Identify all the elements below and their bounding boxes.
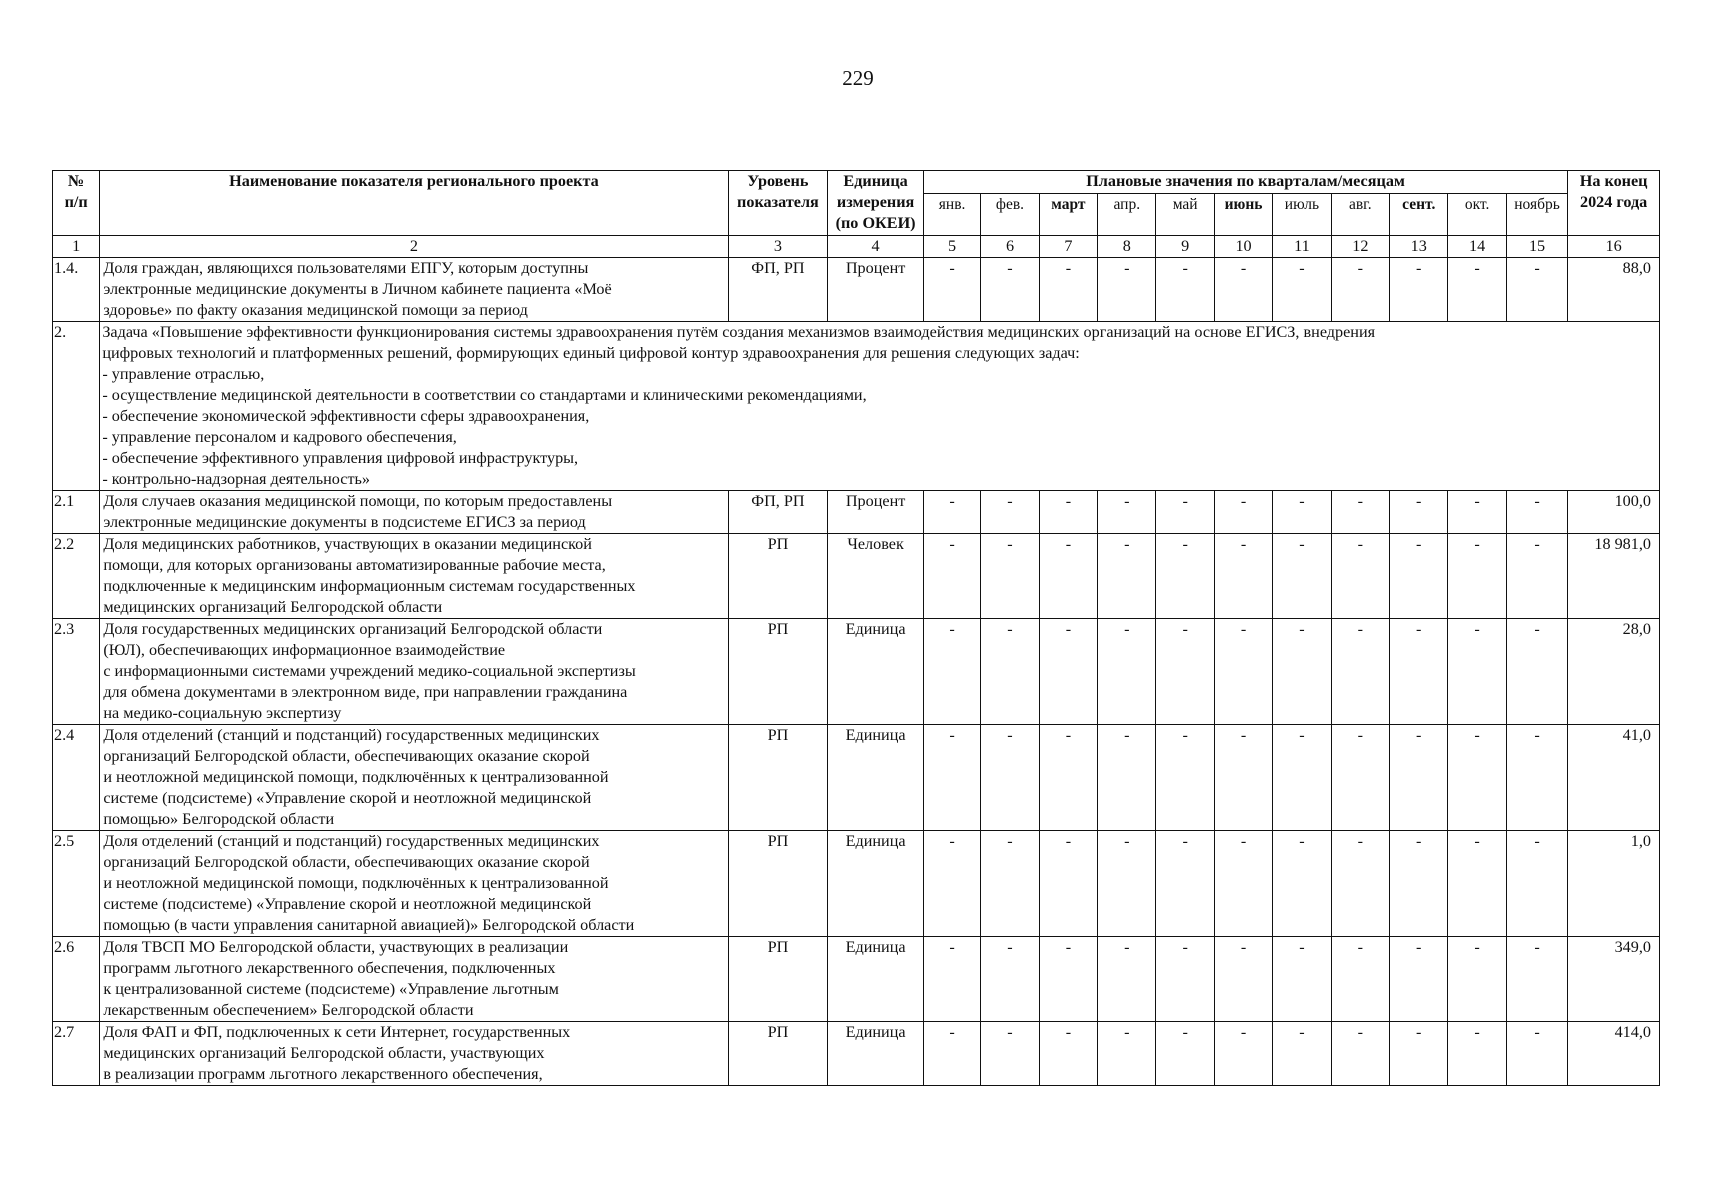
column-number: 6 — [981, 236, 1039, 258]
column-number: 1 — [53, 236, 100, 258]
month-value: - — [1390, 725, 1448, 831]
month-value: - — [1273, 937, 1331, 1022]
month-value: - — [1506, 534, 1567, 619]
table-body — [53, 236, 1660, 1086]
header-number: № п/п — [53, 171, 100, 236]
month-value: - — [981, 534, 1039, 619]
month-value: - — [1039, 491, 1097, 534]
month-value: - — [1448, 831, 1506, 937]
month-value: - — [1214, 258, 1272, 322]
task-description-line: - контрольно-надзорная деятельность» — [102, 470, 370, 488]
month-header: май — [1156, 194, 1214, 236]
column-number: 10 — [1214, 236, 1272, 258]
indicator-name-line: помощи, для которых организованы автоматизированные рабочие места, — [103, 556, 606, 574]
indicator-level: РП — [728, 725, 828, 831]
month-value: - — [1273, 534, 1331, 619]
month-value: - — [1156, 534, 1214, 619]
month-header: фев. — [981, 194, 1039, 236]
month-value: - — [1390, 619, 1448, 725]
month-value: - — [1039, 831, 1097, 937]
month-value: - — [1156, 725, 1214, 831]
header-plan-values: Плановые значения по кварталам/месяцам — [923, 171, 1567, 194]
month-value: - — [1390, 258, 1448, 322]
month-value: - — [1331, 725, 1389, 831]
month-value: - — [1214, 831, 1272, 937]
indicator-name-line: электронные медицинские документы в подсистеме ЕГИСЗ за период — [103, 513, 586, 531]
month-value: - — [1098, 831, 1156, 937]
indicator-name — [100, 491, 728, 534]
month-value: - — [1390, 937, 1448, 1022]
month-value: - — [923, 619, 980, 725]
month-value: - — [1039, 258, 1097, 322]
indicator-name — [100, 1022, 728, 1086]
task-description-line: - обеспечение экономической эффективности сферы здравоохранения, — [102, 407, 590, 425]
end-of-year-value: 414,0 — [1568, 1022, 1660, 1086]
month-value: - — [1331, 937, 1389, 1022]
indicator-unit: Единица — [828, 937, 924, 1022]
row-number: 2.1 — [53, 491, 100, 534]
task-description-line: цифровых технологий и платформенных решений, формирующих единый цифровой контур здравоохранения для решения следующих задач: — [102, 344, 1080, 362]
header-end-of-year: На конец 2024 года — [1568, 171, 1660, 236]
month-value: - — [1390, 831, 1448, 937]
indicator-name — [100, 258, 728, 322]
task-description — [100, 322, 1660, 491]
end-of-year-value: 88,0 — [1568, 258, 1660, 322]
month-value: - — [1506, 831, 1567, 937]
page-number: 229 — [842, 66, 874, 90]
indicator-name-line: организаций Белгородской области, обеспечивающих оказание скорой — [103, 853, 590, 871]
month-value: - — [1156, 937, 1214, 1022]
month-value: - — [1448, 619, 1506, 725]
month-value: - — [923, 1022, 980, 1086]
month-header: сент. — [1390, 194, 1448, 236]
table-header — [53, 171, 1660, 236]
column-number: 4 — [828, 236, 924, 258]
indicator-name-line: в реализации программ льготного лекарственного обеспечения, — [103, 1065, 543, 1083]
indicator-level: РП — [728, 937, 828, 1022]
indicator-level: ФП, РП — [728, 491, 828, 534]
month-value: - — [1098, 534, 1156, 619]
month-value: - — [923, 937, 980, 1022]
indicator-name — [100, 831, 728, 937]
column-number: 12 — [1331, 236, 1389, 258]
indicator-name — [100, 937, 728, 1022]
indicator-name-line: Доля ФАП и ФП, подключенных к сети Интернет, государственных — [103, 1023, 571, 1041]
indicator-unit: Единица — [828, 1022, 924, 1086]
month-value: - — [1448, 725, 1506, 831]
column-number: 3 — [728, 236, 828, 258]
indicator-name-line: к централизованной системе (подсистеме) «Управление льготным — [103, 980, 559, 998]
month-header: ноябрь — [1506, 194, 1567, 236]
month-header: авг. — [1331, 194, 1389, 236]
month-value: - — [1506, 258, 1567, 322]
indicator-name-line: Доля отделений (станций и подстанций) государственных медицинских — [103, 832, 600, 850]
table-row — [53, 534, 1660, 619]
month-value: - — [1506, 725, 1567, 831]
task-row — [53, 322, 1660, 491]
column-number: 8 — [1098, 236, 1156, 258]
end-of-year-value: 349,0 — [1568, 937, 1660, 1022]
indicator-name-line: Доля граждан, являющихся пользователями ЕПГУ, которым доступны — [103, 259, 589, 277]
month-value: - — [1214, 937, 1272, 1022]
column-number: 7 — [1039, 236, 1097, 258]
column-numbers-row — [53, 236, 1660, 258]
indicator-name-line: Доля отделений (станций и подстанций) государственных медицинских — [103, 726, 600, 744]
month-value: - — [1039, 1022, 1097, 1086]
end-of-year-value: 100,0 — [1568, 491, 1660, 534]
indicator-name-line: медицинских организаций Белгородской области, участвующих — [103, 1044, 545, 1062]
month-value: - — [1039, 937, 1097, 1022]
month-value: - — [1448, 258, 1506, 322]
end-of-year-value: 1,0 — [1568, 831, 1660, 937]
row-number: 2.2 — [53, 534, 100, 619]
table-row — [53, 937, 1660, 1022]
column-number: 14 — [1448, 236, 1506, 258]
month-value: - — [1156, 491, 1214, 534]
row-number: 2.5 — [53, 831, 100, 937]
indicator-name — [100, 619, 728, 725]
column-number: 16 — [1568, 236, 1660, 258]
month-value: - — [981, 937, 1039, 1022]
indicator-name-line: (ЮЛ), обеспечивающих информационное взаимодействие — [103, 641, 506, 659]
header-level: Уровень показателя — [728, 171, 828, 236]
row-number: 2.3 — [53, 619, 100, 725]
month-value: - — [923, 491, 980, 534]
month-header: янв. — [923, 194, 980, 236]
column-number: 2 — [100, 236, 728, 258]
indicator-level: РП — [728, 619, 828, 725]
indicator-name — [100, 725, 728, 831]
indicator-name-line: медицинских организаций Белгородской области — [103, 598, 443, 616]
month-value: - — [1506, 937, 1567, 1022]
month-value: - — [981, 258, 1039, 322]
month-header: июнь — [1214, 194, 1272, 236]
indicator-name-line: здоровье» по факту оказания медицинской помощи за период — [103, 301, 528, 319]
column-number: 9 — [1156, 236, 1214, 258]
month-value: - — [1098, 258, 1156, 322]
month-value: - — [1273, 1022, 1331, 1086]
indicator-name-line: и неотложной медицинской помощи, подключённых к централизованной — [103, 874, 609, 892]
indicator-name-line: для обмена документами в электронном виде, при направлении гражданина — [103, 683, 628, 701]
column-number: 5 — [923, 236, 980, 258]
indicator-level: РП — [728, 831, 828, 937]
month-value: - — [1506, 619, 1567, 725]
month-value: - — [1214, 534, 1272, 619]
indicator-unit: Единица — [828, 619, 924, 725]
month-value: - — [1390, 491, 1448, 534]
month-value: - — [1273, 725, 1331, 831]
indicator-level: РП — [728, 534, 828, 619]
task-description-line: - управление отраслью, — [102, 365, 265, 383]
indicator-unit: Человек — [828, 534, 924, 619]
month-value: - — [1448, 491, 1506, 534]
month-value: - — [1214, 619, 1272, 725]
header-unit: Единица измерения (по ОКЕИ) — [828, 171, 924, 236]
month-value: - — [1273, 258, 1331, 322]
month-value: - — [1506, 491, 1567, 534]
month-value: - — [923, 534, 980, 619]
month-value: - — [1331, 534, 1389, 619]
month-value: - — [1098, 619, 1156, 725]
column-number: 15 — [1506, 236, 1567, 258]
month-header: июль — [1273, 194, 1331, 236]
table-row — [53, 725, 1660, 831]
month-value: - — [1506, 1022, 1567, 1086]
month-value: - — [981, 725, 1039, 831]
row-number: 2.7 — [53, 1022, 100, 1086]
indicator-unit: Процент — [828, 491, 924, 534]
month-value: - — [1098, 725, 1156, 831]
table-row — [53, 619, 1660, 725]
month-value: - — [981, 619, 1039, 725]
month-value: - — [1390, 1022, 1448, 1086]
indicator-name-line: с информационными системами учреждений медико-социальной экспертизы — [103, 662, 636, 680]
month-value: - — [1273, 831, 1331, 937]
month-value: - — [1331, 831, 1389, 937]
indicator-name-line: помощью» Белгородской области — [103, 810, 335, 828]
month-value: - — [1331, 619, 1389, 725]
indicator-name-line: системе (подсистеме) «Управление скорой и неотложной медицинской — [103, 789, 592, 807]
indicator-name-line: подключенные к медицинским информационным системам государственных — [103, 577, 636, 595]
month-value: - — [1331, 258, 1389, 322]
month-value: - — [1039, 534, 1097, 619]
month-value: - — [1273, 619, 1331, 725]
month-value: - — [1214, 1022, 1272, 1086]
task-description-line: - управление персоналом и кадрового обеспечения, — [102, 428, 457, 446]
month-value: - — [981, 491, 1039, 534]
indicator-name-line: Доля государственных медицинских организаций Белгородской области — [103, 620, 603, 638]
month-value: - — [1273, 491, 1331, 534]
row-number: 2.6 — [53, 937, 100, 1022]
table-row — [53, 831, 1660, 937]
row-number: 1.4. — [53, 258, 100, 322]
header-indicator-name: Наименование показателя регионального проекта — [100, 171, 728, 236]
month-value: - — [1390, 534, 1448, 619]
indicator-name-line: Доля ТВСП МО Белгородской области, участвующих в реализации — [103, 938, 569, 956]
table-row — [53, 491, 1660, 534]
row-number: 2.4 — [53, 725, 100, 831]
month-value: - — [1098, 937, 1156, 1022]
month-value: - — [1214, 725, 1272, 831]
month-value: - — [1448, 1022, 1506, 1086]
end-of-year-value: 28,0 — [1568, 619, 1660, 725]
indicator-unit: Единица — [828, 725, 924, 831]
indicator-name-line: организаций Белгородской области, обеспечивающих оказание скорой — [103, 747, 590, 765]
month-value: - — [1448, 937, 1506, 1022]
indicator-level: РП — [728, 1022, 828, 1086]
task-description-line: - обеспечение эффективного управления цифровой инфраструктуры, — [102, 449, 579, 467]
month-value: - — [1039, 725, 1097, 831]
indicator-unit: Процент — [828, 258, 924, 322]
column-number: 13 — [1390, 236, 1448, 258]
month-value: - — [1039, 619, 1097, 725]
month-value: - — [981, 1022, 1039, 1086]
month-value: - — [923, 258, 980, 322]
task-description-line: Задача «Повышение эффективности функционирования системы здравоохранения путём создания механизмов взаимодействия медицинских организаций на основе ЕГИСЗ, внедрения — [102, 323, 1376, 341]
indicator-level: ФП, РП — [728, 258, 828, 322]
indicator-name-line: Доля случаев оказания медицинской помощи, по которым предоставлены — [103, 492, 613, 510]
month-header: апр. — [1098, 194, 1156, 236]
month-value: - — [1098, 491, 1156, 534]
indicator-name-line: помощью (в части управления санитарной авиацией)» Белгородской области — [103, 916, 635, 934]
month-value: - — [1156, 1022, 1214, 1086]
indicator-name-line: системе (подсистеме) «Управление скорой и неотложной медицинской — [103, 895, 592, 913]
indicator-name-line: программ льготного лекарственного обеспечения, подключенных — [103, 959, 556, 977]
month-value: - — [1331, 1022, 1389, 1086]
month-header: март — [1039, 194, 1097, 236]
indicator-name-line: и неотложной медицинской помощи, подключённых к централизованной — [103, 768, 609, 786]
month-value: - — [1331, 491, 1389, 534]
indicator-name-line: на медико-социальную экспертизу — [103, 704, 342, 722]
month-value: - — [1156, 258, 1214, 322]
month-value: - — [981, 831, 1039, 937]
indicator-unit: Единица — [828, 831, 924, 937]
month-value: - — [923, 725, 980, 831]
table-row — [53, 258, 1660, 322]
task-description-line: - осуществление медицинской деятельности в соответствии со стандартами и клиническими рекомендациями, — [102, 386, 867, 404]
indicators-table — [52, 170, 1660, 1086]
indicator-name — [100, 534, 728, 619]
month-value: - — [1156, 831, 1214, 937]
month-header: окт. — [1448, 194, 1506, 236]
column-number: 11 — [1273, 236, 1331, 258]
month-value: - — [923, 831, 980, 937]
month-value: - — [1098, 1022, 1156, 1086]
month-value: - — [1448, 534, 1506, 619]
indicator-name-line: Доля медицинских работников, участвующих в оказании медицинской — [103, 535, 592, 553]
indicator-name-line: электронные медицинские документы в Личном кабинете пациента «Моё — [103, 280, 612, 298]
indicator-name-line: лекарственным обеспечением» Белгородской области — [103, 1001, 474, 1019]
month-value: - — [1214, 491, 1272, 534]
task-number: 2. — [53, 322, 100, 491]
end-of-year-value: 18 981,0 — [1568, 534, 1660, 619]
table-row — [53, 1022, 1660, 1086]
end-of-year-value: 41,0 — [1568, 725, 1660, 831]
month-value: - — [1156, 619, 1214, 725]
